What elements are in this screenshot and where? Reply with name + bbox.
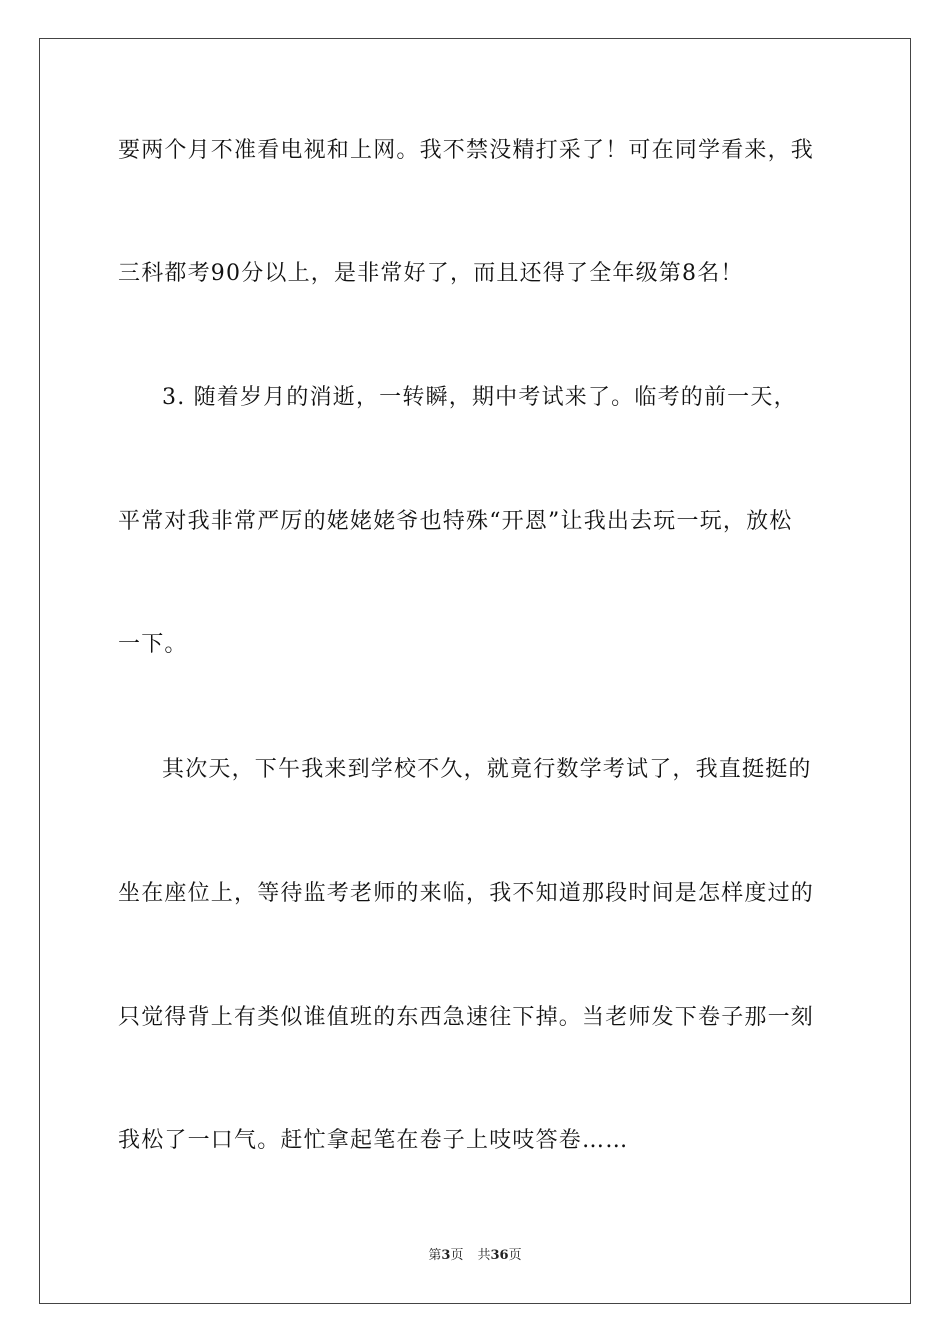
footer-total-pages: 36	[490, 1248, 509, 1263]
body-line-1: 要两个月不准看电视和上网。我不禁没精打采了！可在同学看来，我	[118, 138, 815, 163]
footer-total-prefix: 共	[477, 1248, 491, 1263]
body-line-6: 其次天，下午我来到学校不久，就竟行数学考试了，我直挺挺的	[162, 757, 812, 782]
body-line-2: 三科都考90分以上，是非常好了，而且还得了全年级第8名！	[118, 261, 744, 286]
footer-page-prefix: 第	[428, 1248, 442, 1263]
body-line-9: 我松了一口气。赶忙拿起笔在卷子上吱吱答卷……	[118, 1128, 629, 1153]
body-line-5: 一下。	[118, 632, 188, 657]
footer-page-number: 3	[441, 1248, 451, 1263]
body-line-3: 3. 随着岁月的消逝，一转瞬，期中考试来了。临考的前一天，	[162, 385, 797, 410]
footer-page-suffix: 页	[450, 1248, 464, 1263]
body-line-4: 平常对我非常严厉的姥姥姥爷也特殊“开恩”让我出去玩一玩，放松	[118, 509, 793, 534]
body-line-8: 只觉得背上有类似谁值班的东西急速往下掉。当老师发下卷子那一刻	[118, 1005, 815, 1030]
page-footer	[0, 1247, 950, 1265]
body-line-7: 坐在座位上，等待监考老师的来临，我不知道那段时间是怎样度过的	[118, 881, 815, 906]
page-border	[39, 38, 911, 1304]
footer-total-suffix: 页	[508, 1248, 522, 1263]
